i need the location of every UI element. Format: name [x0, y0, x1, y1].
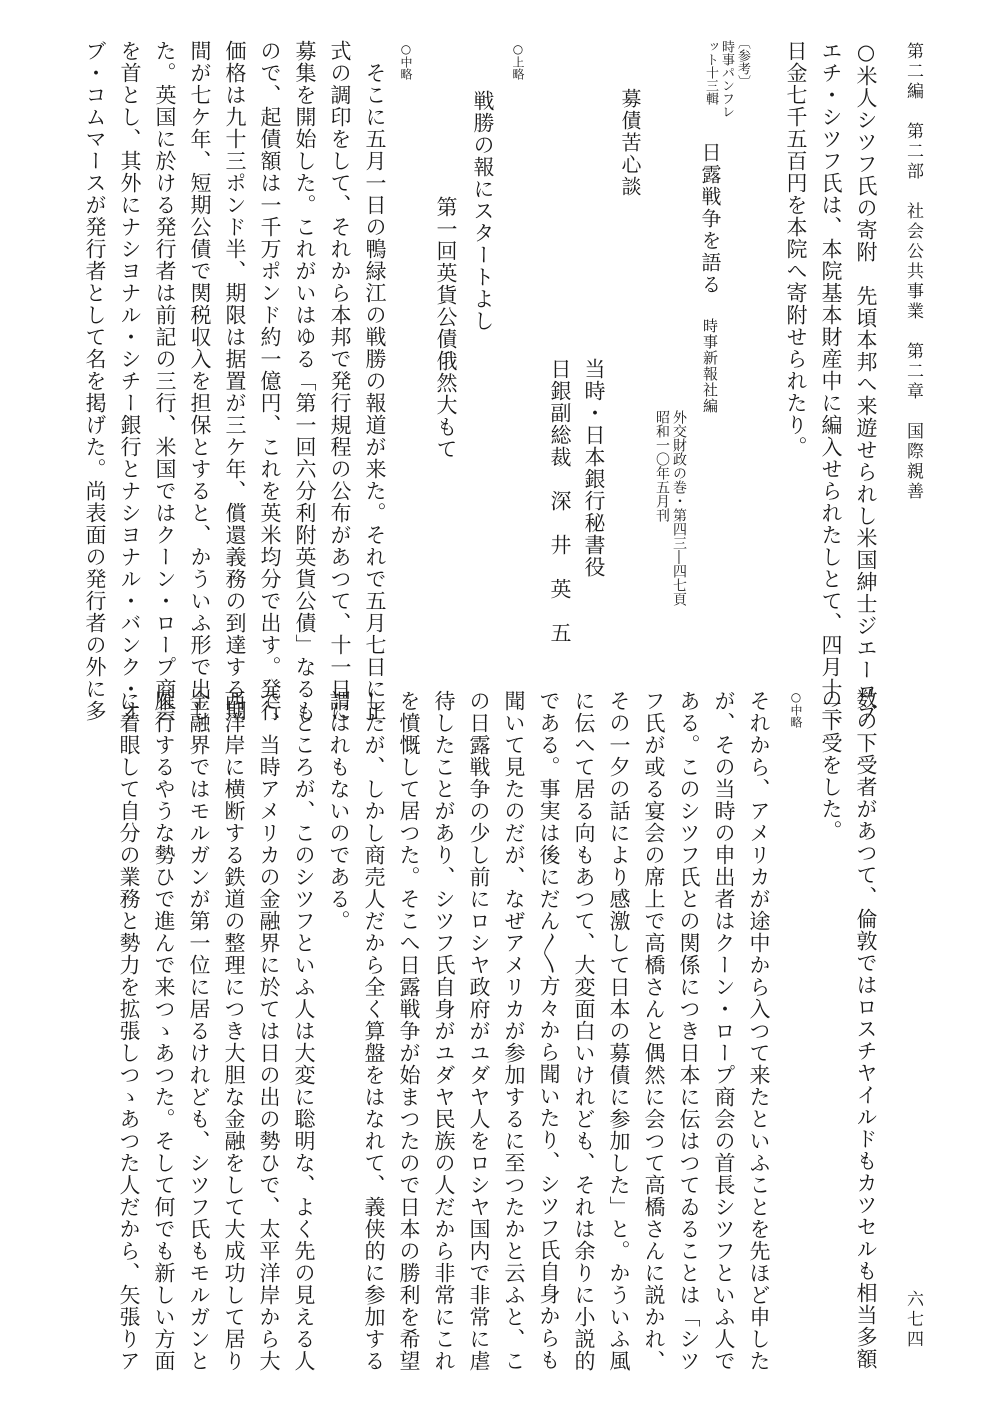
- book-title: 日露戦争を語る: [698, 142, 722, 296]
- publish-date: 昭和一〇年五月刊: [654, 410, 670, 522]
- lower-line-6: に伝へて居る向もあつて、大変面白いけれども、それは余りに小説的: [572, 690, 596, 1372]
- series-line-1: 時事パンフレ: [719, 40, 734, 118]
- lower-line-18: 雁行するやうな勢ひで進んで来つゝあつた。そして何でも新しい方面: [152, 690, 176, 1372]
- body-line-9: ブ・コムマースが発行者として名を掲げた。尚表面の発行者の外に多: [83, 40, 107, 722]
- omission-middle: ○中略: [399, 42, 413, 80]
- continuation-line-1: 数の下受者があつて、倫敦ではロスチヤイルドもカツセルも相当多額: [854, 688, 878, 1370]
- lower-line-13: 謂はれもないのである。: [327, 690, 351, 932]
- lower-line-5: その一夕の話により感激して日本の募債に参加した」と。かういふ風: [607, 690, 631, 1372]
- lower-line-7: である。事実は後にだん〱方々から聞いたり、シツフ氏自身からも: [537, 690, 561, 1371]
- lower-line-9: の日露戦争の少し前にロシヤ政府がユダヤ人をロシヤ国内で非常に虐: [467, 690, 491, 1372]
- lower-line-17: 金融界ではモルガンが第一位に居るけれども、シツフ氏もモルガンと: [187, 690, 211, 1372]
- lower-line-3: ある。このシツフ氏との関係につき日本に伝はつてゐることは「シツ: [677, 690, 701, 1372]
- running-head: 第二編 第二部 社会公共事業 第二章 国際親善: [903, 42, 923, 502]
- continuation-line-2: の下受をした。: [819, 688, 843, 842]
- body-line-3: 募集を開始した。これがいはゆる「第一回六分利附英貨公債」なるも: [293, 40, 317, 722]
- series-line-2: ット十三輯: [703, 40, 718, 105]
- lower-line-2: が、その当時の申出者はクーン・ロープ商会の首長シツフといふ人で: [712, 690, 736, 1372]
- lower-line-4: フ氏が或る宴会の席上で高橋さんと偶然に会つて高橋さんに説かれ、: [642, 690, 666, 1372]
- publisher: 時事新報社編: [701, 318, 719, 414]
- notice-line-3: 日金七千五百円を本院へ寄附せられたり。: [784, 40, 808, 458]
- omission-upper: ○上略: [511, 42, 525, 80]
- reference-tag: 〔参考〕: [735, 36, 750, 88]
- page-number: 六七四: [903, 1290, 923, 1350]
- body-line-5: 価格は九十三ポンド半、期限は据置が三ケ年、償還義務の到達する期: [223, 40, 247, 722]
- lower-line-19: に着眼して自分の業務と勢力を拡張しつゝあつた人だから、矢張りア: [117, 690, 141, 1372]
- lower-line-14: ところが、このシツフといふ人は大変に聡明な、よく先の見える人: [292, 712, 316, 1372]
- lower-line-1: それから、アメリカが途中から入つて来たといふことを先ほど申した: [747, 690, 771, 1372]
- volume-info: 外交財政の巻・第四三―四七頁: [671, 410, 687, 606]
- article-title: 募債苦心談: [618, 88, 642, 198]
- body-line-8: を首とし、其外にナシヨナル・シチー銀行とナシヨナル・バンク・オ: [118, 40, 142, 722]
- body-line-1: そこに五月一日の鴨緑江の戦勝の報道が来た。それで五月七日に正: [363, 62, 387, 722]
- lower-line-12: したが、しかし商売人だから全く算盤をはなれて、義侠的に参加する: [362, 690, 386, 1372]
- body-line-4: ので、起債額は一千万ポンド約一億円、これを英米均分で出す。発行: [258, 40, 282, 722]
- lower-line-16: 西洋岸に横断する鉄道の整理につき大胆な金融をして大成功して居り: [222, 690, 246, 1372]
- notice-line-2: エチ・シツフ氏は、本院基本財産中に編入せられたしとて、四月十三: [819, 40, 843, 722]
- body-line-7: た。英国に於ける発行者は前記の三行、米国ではクーン・ロープ商会: [153, 40, 177, 722]
- lower-line-15: で、当時アメリカの金融界に於ては日の出の勢ひで、太平洋岸から大: [257, 690, 281, 1372]
- omission-bottom: ○中略: [789, 690, 803, 728]
- subheading-1: 戦勝の報にスタートよし: [471, 90, 495, 332]
- notice-line-1: ○米人シツフ氏の寄附 先頃本邦へ来遊せられし米国紳士ジエーコブ: [854, 40, 878, 725]
- author-position: 当時・日本銀行秘書役: [582, 358, 606, 578]
- lower-line-8: 聞いて見たのだが、なぜアメリカが参加するに至つたかと云ふと、こ: [502, 690, 526, 1372]
- lower-line-10: 待したことがあり、シツフ氏自身がユダヤ民族の人だから非常にこれ: [432, 690, 456, 1372]
- body-line-6: 間が七ケ年、短期公債で関税収入を担保とすると、かういふ形で出し: [188, 40, 212, 722]
- lower-line-11: を憤慨して居つた。そこへ日露戦争が始まつたので日本の勝利を希望: [397, 690, 421, 1372]
- body-line-2: 式の調印をして、それから本邦で発行規程の公布があつて、十一日に: [328, 40, 352, 722]
- author-name: 日銀副総裁 深 井 英 五: [548, 358, 572, 644]
- subheading-2: 第一回英貨公債俄然大もて: [434, 196, 458, 460]
